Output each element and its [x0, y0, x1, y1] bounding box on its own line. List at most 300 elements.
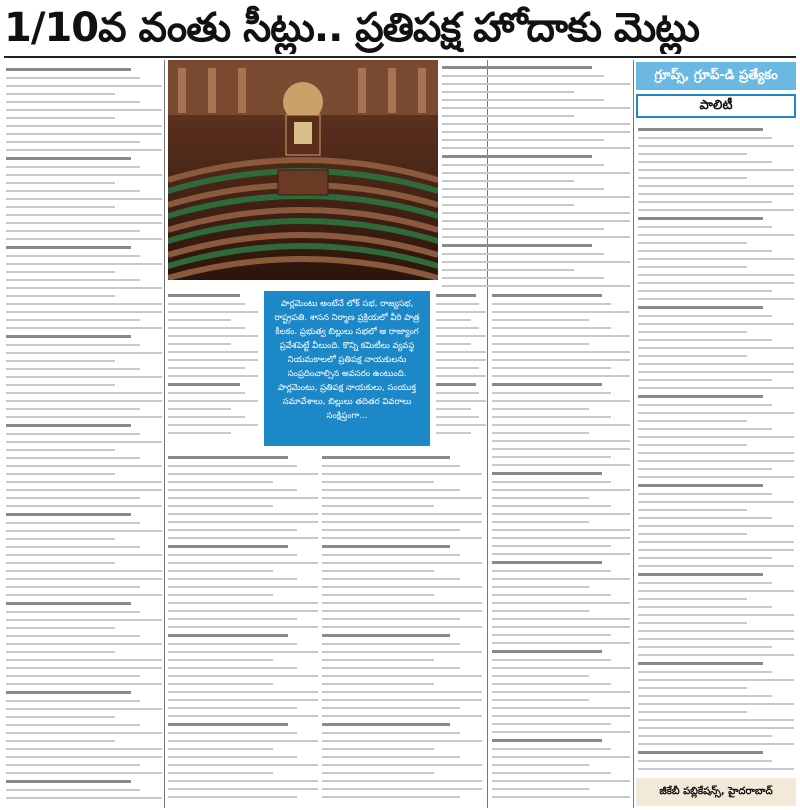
text-line: [638, 638, 794, 640]
text-line: [168, 626, 318, 628]
text-line: [6, 627, 115, 629]
column-3-lower-text: [322, 452, 482, 804]
text-line: [6, 214, 162, 216]
text-line: [322, 691, 482, 693]
text-line: [168, 521, 318, 523]
text-line: [436, 327, 479, 329]
text-line: [638, 193, 794, 195]
text-line: [638, 606, 772, 608]
text-line: [492, 553, 630, 555]
text-line: [436, 319, 471, 321]
text-line: [168, 392, 245, 394]
text-line: [6, 708, 162, 710]
text-line: [322, 756, 460, 758]
section-title: పాలిటీ: [636, 94, 796, 118]
text-line: [322, 473, 482, 475]
text-line: [638, 128, 763, 131]
text-line: [168, 643, 297, 645]
column-1-text: [6, 64, 162, 804]
text-line: [168, 529, 297, 531]
text-line: [6, 303, 162, 305]
text-line: [322, 481, 434, 483]
text-line: [168, 764, 318, 766]
text-line: [6, 756, 162, 758]
text-line: [492, 675, 589, 677]
text-line: [638, 428, 772, 430]
text-line: [436, 400, 486, 402]
text-line: [6, 651, 115, 653]
text-line: [322, 740, 482, 742]
text-line: [6, 602, 131, 605]
text-line: [6, 295, 115, 297]
text-line: [322, 578, 460, 580]
text-line: [638, 662, 763, 665]
text-line: [6, 772, 162, 774]
text-line: [322, 505, 434, 507]
text-line: [6, 85, 162, 87]
text-line: [6, 198, 162, 200]
text-line: [638, 387, 794, 389]
text-line: [492, 408, 589, 410]
text-line: [322, 610, 482, 612]
text-line: [168, 359, 258, 361]
text-line: [492, 756, 630, 758]
text-line: [492, 359, 630, 361]
text-line: [6, 230, 140, 232]
text-line: [638, 274, 794, 276]
text-line: [638, 525, 794, 527]
text-line: [6, 433, 140, 435]
text-line: [492, 319, 589, 321]
text-line: [6, 740, 115, 742]
text-line: [6, 255, 140, 257]
text-line: [638, 582, 772, 584]
section-tag: గ్రూప్స్, గ్రూప్-డి ప్రత్యేకం: [636, 62, 796, 90]
text-line: [322, 602, 482, 604]
text-line: [6, 441, 162, 443]
text-line: [492, 667, 630, 669]
text-line: [436, 303, 479, 305]
text-line: [322, 586, 482, 588]
text-line: [492, 481, 611, 483]
text-line: [168, 505, 273, 507]
text-line: [492, 327, 611, 329]
text-line: [6, 667, 162, 669]
text-line: [322, 764, 482, 766]
text-line: [6, 109, 162, 111]
text-line: [492, 513, 630, 515]
text-line: [436, 424, 486, 426]
text-line: [442, 155, 592, 158]
text-line: [638, 355, 747, 357]
text-line: [168, 780, 318, 782]
text-line: [638, 468, 772, 470]
text-line: [442, 75, 604, 77]
text-line: [6, 360, 115, 362]
text-line: [638, 727, 794, 729]
text-line: [6, 238, 162, 240]
text-line: [442, 83, 630, 85]
text-line: [492, 683, 611, 685]
text-line: [322, 465, 460, 467]
text-line: [322, 651, 482, 653]
sidebar-text: [638, 124, 794, 774]
text-line: [6, 190, 140, 192]
text-line: [436, 367, 479, 369]
text-line: [168, 311, 258, 313]
text-line: [492, 521, 589, 523]
text-line: [168, 545, 288, 548]
text-line: [6, 724, 140, 726]
text-line: [638, 654, 794, 656]
text-line: [492, 618, 630, 620]
text-line: [442, 107, 630, 109]
text-line: [492, 343, 589, 345]
text-line: [638, 743, 794, 745]
text-line: [442, 212, 630, 214]
text-line: [168, 335, 258, 337]
text-line: [492, 383, 602, 386]
text-line: [442, 131, 630, 133]
text-line: [638, 185, 794, 187]
text-line: [6, 133, 162, 135]
text-line: [322, 456, 450, 459]
text-line: [6, 376, 162, 378]
text-line: [638, 484, 763, 487]
text-line: [442, 285, 630, 287]
text-line: [492, 699, 589, 701]
text-line: [442, 164, 604, 166]
text-line: [6, 497, 140, 499]
text-line: [6, 797, 162, 799]
text-line: [442, 261, 630, 263]
text-line: [322, 594, 434, 596]
column-4-lower-text: [492, 290, 630, 804]
text-line: [492, 440, 630, 442]
text-line: [638, 226, 772, 228]
text-line: [168, 294, 240, 297]
column-divider: [164, 60, 165, 808]
text-line: [6, 594, 162, 596]
text-line: [442, 244, 592, 247]
text-line: [322, 675, 482, 677]
text-line: [6, 578, 162, 580]
text-line: [322, 626, 482, 628]
text-line: [322, 732, 460, 734]
text-line: [638, 679, 794, 681]
text-line: [322, 643, 460, 645]
text-line: [322, 521, 482, 523]
text-line: [6, 222, 162, 224]
text-line: [442, 269, 574, 271]
text-line: [492, 723, 611, 725]
text-line: [638, 719, 794, 721]
text-line: [638, 420, 747, 422]
text-line: [6, 68, 131, 71]
text-line: [6, 700, 140, 702]
text-line: [442, 172, 630, 174]
text-line: [6, 335, 131, 338]
text-line: [168, 618, 297, 620]
text-line: [492, 626, 630, 628]
text-line: [638, 565, 794, 567]
text-line: [322, 667, 460, 669]
text-line: [492, 400, 630, 402]
text-line: [436, 343, 471, 345]
text-line: [442, 196, 630, 198]
text-line: [168, 651, 318, 653]
text-line: [168, 473, 318, 475]
text-line: [6, 246, 131, 249]
text-line: [492, 311, 630, 313]
text-line: [492, 472, 602, 475]
text-line: [6, 77, 140, 79]
text-line: [168, 723, 288, 726]
text-line: [168, 481, 273, 483]
text-line: [436, 375, 486, 377]
text-line: [492, 505, 611, 507]
text-line: [6, 530, 162, 532]
text-line: [322, 788, 482, 790]
text-line: [492, 780, 630, 782]
text-line: [442, 91, 574, 93]
headline: 1/10వ వంతు సీట్లు.. ప్రతిపక్ష హోదాకు మెట్లు: [4, 5, 699, 51]
text-line: [492, 594, 611, 596]
text-line: [168, 537, 318, 539]
text-line: [638, 315, 772, 317]
text-line: [638, 493, 772, 495]
text-line: [168, 715, 318, 717]
text-line: [168, 456, 288, 459]
text-line: [322, 715, 482, 717]
text-line: [6, 691, 131, 694]
parliament-chamber-photo: [168, 60, 438, 280]
text-line: [638, 557, 772, 559]
text-line: [6, 141, 140, 143]
text-line: [6, 780, 131, 783]
text-line: [322, 497, 482, 499]
text-line: [6, 311, 162, 313]
text-line: [168, 667, 297, 669]
text-line: [168, 513, 318, 515]
text-line: [6, 263, 162, 265]
text-line: [322, 570, 434, 572]
text-line: [492, 448, 630, 450]
text-line: [168, 578, 297, 580]
text-line: [442, 236, 630, 238]
text-line: [6, 659, 162, 661]
text-line: [6, 174, 162, 176]
text-line: [638, 371, 794, 373]
text-line: [6, 368, 140, 370]
text-line: [6, 538, 115, 540]
text-line: [322, 489, 460, 491]
text-line: [168, 497, 318, 499]
text-line: [168, 562, 318, 564]
text-line: [638, 250, 772, 252]
text-line: [6, 117, 115, 119]
text-line: [168, 465, 297, 467]
text-line: [492, 772, 611, 774]
text-line: [492, 497, 589, 499]
text-line: [492, 586, 589, 588]
text-line: [638, 630, 794, 632]
text-line: [436, 432, 471, 434]
text-line: [638, 501, 794, 503]
text-line: [168, 327, 245, 329]
column-4-text: [442, 62, 630, 290]
text-line: [638, 404, 772, 406]
text-line: [492, 764, 589, 766]
text-line: [442, 220, 630, 222]
text-line: [638, 476, 794, 478]
text-line: [492, 739, 602, 742]
text-line: [6, 473, 115, 475]
text-line: [442, 147, 630, 149]
text-line: [638, 622, 747, 624]
text-line: [168, 367, 245, 369]
text-line: [168, 675, 318, 677]
text-line: [6, 449, 115, 451]
text-line: [492, 537, 630, 539]
text-line: [6, 319, 140, 321]
text-line: [638, 703, 794, 705]
text-line: [168, 351, 258, 353]
text-line: [6, 675, 140, 677]
text-line: [322, 545, 450, 548]
text-line: [442, 139, 604, 141]
text-line: [638, 209, 794, 211]
text-line: [492, 707, 630, 709]
text-line: [322, 748, 434, 750]
text-line: [638, 533, 747, 535]
text-line: [6, 635, 140, 637]
text-line: [6, 352, 162, 354]
text-line: [6, 416, 162, 418]
text-line: [638, 751, 763, 754]
text-line: [492, 788, 589, 790]
text-line: [322, 659, 434, 661]
text-line: [6, 732, 162, 734]
text-line: [492, 659, 611, 661]
text-line: [6, 546, 140, 548]
text-line: [442, 204, 574, 206]
text-line: [168, 383, 240, 386]
text-line: [6, 93, 115, 95]
text-line: [638, 331, 747, 333]
text-line: [436, 408, 471, 410]
text-line: [436, 311, 486, 313]
text-line: [492, 715, 630, 717]
text-line: [492, 416, 611, 418]
text-line: [168, 699, 318, 701]
text-line: [6, 287, 162, 289]
text-line: [436, 392, 479, 394]
text-line: [322, 562, 482, 564]
text-line: [638, 412, 794, 414]
text-line: [6, 643, 162, 645]
text-line: [6, 764, 140, 766]
text-line: [638, 339, 772, 341]
text-line: [638, 598, 747, 600]
text-line: [322, 772, 434, 774]
text-line: [492, 731, 630, 733]
text-line: [6, 489, 162, 491]
text-line: [6, 327, 162, 329]
text-line: [6, 400, 162, 402]
text-line: [638, 145, 794, 147]
text-line: [168, 594, 273, 596]
text-line: [442, 188, 604, 190]
text-line: [322, 634, 450, 637]
text-line: [638, 363, 794, 365]
text-line: [638, 323, 794, 325]
text-line: [6, 424, 131, 427]
text-line: [492, 529, 630, 531]
text-line: [168, 586, 318, 588]
text-line: [638, 614, 794, 616]
text-line: [492, 634, 611, 636]
text-line: [168, 554, 297, 556]
text-line: [492, 610, 589, 612]
text-line: [6, 101, 140, 103]
text-line: [6, 279, 140, 281]
text-line: [638, 436, 794, 438]
text-line: [492, 303, 611, 305]
text-line: [6, 182, 115, 184]
text-line: [492, 294, 602, 297]
text-line: [6, 465, 162, 467]
text-line: [442, 99, 604, 101]
text-line: [492, 351, 630, 353]
text-line: [638, 573, 763, 576]
text-line: [322, 723, 450, 726]
text-line: [6, 481, 162, 483]
text-line: [322, 796, 460, 798]
text-line: [492, 392, 611, 394]
text-line: [168, 610, 318, 612]
text-line: [638, 549, 794, 551]
text-line: [638, 258, 794, 260]
text-line: [442, 123, 630, 125]
text-line: [638, 137, 772, 139]
text-line: [638, 395, 763, 398]
text-line: [168, 683, 273, 685]
text-line: [492, 642, 630, 644]
text-line: [436, 359, 486, 361]
text-line: [436, 351, 486, 353]
text-line: [638, 282, 794, 284]
text-line: [492, 367, 611, 369]
text-line: [6, 522, 140, 524]
text-line: [442, 253, 604, 255]
text-line: [6, 748, 162, 750]
text-line: [168, 303, 245, 305]
text-line: [6, 570, 162, 572]
text-line: [6, 392, 162, 394]
text-line: [168, 570, 273, 572]
text-line: [168, 400, 258, 402]
text-line: [638, 242, 747, 244]
column-2-text: [168, 290, 258, 440]
text-line: [492, 578, 630, 580]
text-line: [6, 157, 131, 160]
text-line: [6, 789, 140, 791]
text-line: [638, 298, 794, 300]
text-line: [492, 691, 630, 693]
text-line: [638, 735, 772, 737]
text-line: [492, 432, 589, 434]
